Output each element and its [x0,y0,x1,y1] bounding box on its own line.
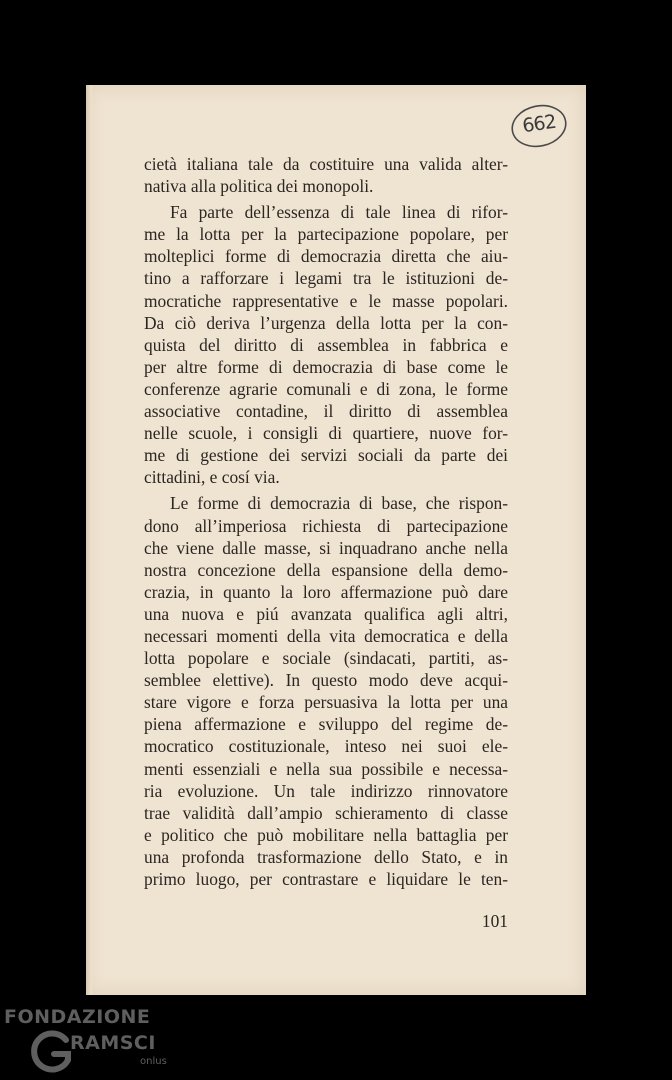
body-text [144,153,508,890]
text-line: Da ciò deriva l’urgenza della lotta per la con- [144,312,508,333]
text-line: dono all’imperiosa richiesta di partecipazione [144,515,508,536]
text-line: me la lotta per la partecipazione popolare, per [144,224,508,245]
text-line: nostra concezione della espansione della demo- [144,559,508,580]
text-line: Fa parte dell’essenza di tale linea di rifor- [170,202,508,223]
text-line: necessari momenti della vita democratica e della [144,625,508,646]
text-line: cittadini, e cosí via. [144,467,280,488]
text-line: primo luogo, per contrastare e liquidare le ten- [144,869,508,889]
page-number: 101 [481,911,508,931]
text-line: mocratiche rappresentative e le masse popolari. [144,290,508,311]
text-line: Le forme di democrazia di base, che rispon- [170,493,508,514]
paragraph [144,153,508,197]
text-line: una profonda trasformazione dello Stato, e in [144,846,508,867]
text-line: una nuova e piú avanzata qualifica agli altri, [144,603,508,624]
text-line: semblee elettive). In questo modo deve acqui- [144,670,508,691]
archive-number-text: 662 [520,110,557,138]
logo-g-icon [26,1026,74,1078]
text-line: me di gestione dei servizi sociali da parte dei [144,445,508,466]
text-line: trae validità dall’ampio schieramento di classe [144,802,508,823]
fondazione-gramsci-logo [4,1006,174,1078]
archive-number-stamp [510,103,568,149]
text-line: tino a rafforzare i legami tra le istituzioni de- [144,268,508,289]
text-line: ria evoluzione. Un tale indirizzo rinnovatore [144,780,508,801]
text-line: menti essenziali e nella sua possibile e necessa- [144,758,508,779]
document-page [86,85,586,995]
logo-text-suffix: onlus [140,1056,167,1067]
text-line: stare vigore e forza persuasiva la lotta per una [144,692,508,713]
paragraph [144,492,508,890]
text-line: e politico che può mobilitare nella battaglia per [144,824,508,845]
text-line: conferenze agrarie comunali e di zona, le forme [144,378,508,399]
logo-text-top: FONDAZIONE [4,1006,151,1028]
text-line: lotta popolare e sociale (sindacati, partiti, as- [144,648,508,669]
text-line: crazia, in quanto la loro affermazione può dare [144,581,508,602]
text-line: nelle scuole, i consigli di quartiere, nuove for- [144,423,508,444]
text-line: piena affermazione e sviluppo del regime de- [144,714,508,735]
text-line: per altre forme di democrazia di base come le [144,356,508,377]
page-edge-shadow [86,85,92,995]
text-line: che viene dalle masse, si inquadrano anche nella [144,537,508,558]
text-line: mocratico costituzionale, inteso nei suoi ele- [144,736,508,757]
paragraph [144,201,508,488]
text-line: quista del diritto di assemblea in fabbrica e [144,334,508,355]
text-line: cietà italiana tale da costituire una valida alter- [144,154,508,174]
logo-text-bottom: RAMSCI [70,1032,156,1054]
text-line: associative contadine, il diritto di assemblea [144,401,508,422]
text-line: molteplici forme di democrazia diretta che aiu- [144,246,508,267]
text-line: nativa alla politica dei monopoli. [144,176,374,197]
